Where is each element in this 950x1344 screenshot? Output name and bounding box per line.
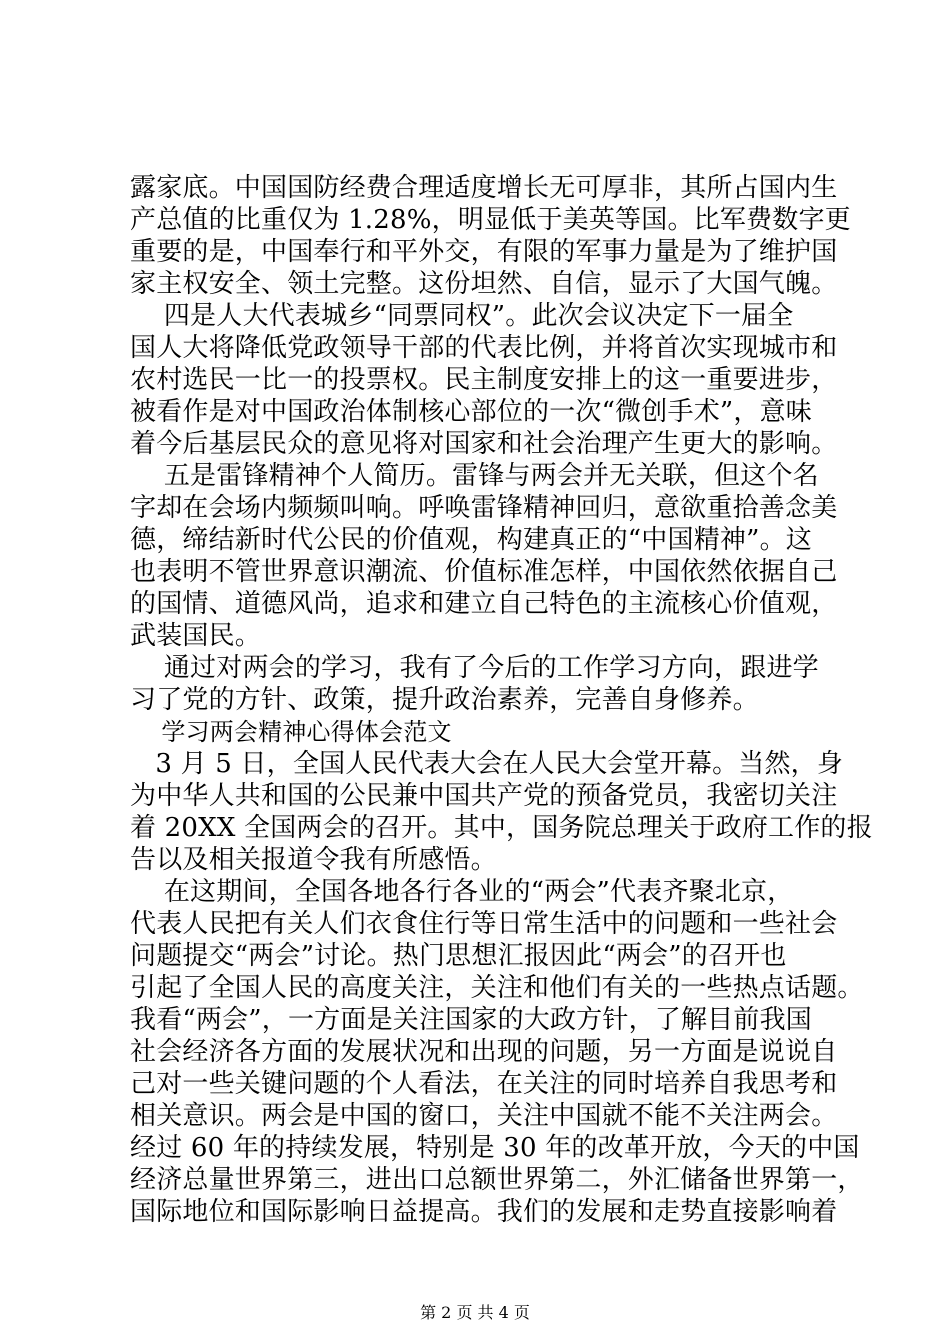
text-line: 经过 60 年的持续发展，特别是 30 年的改革开放，今天的中国 (130, 1133, 860, 1163)
text-line: 武装国民。 (130, 621, 262, 651)
text-line: 在这期间，全国各地各行各业的“两会”代表齐聚北京， (130, 877, 794, 907)
text-line: 农村选民一比一的投票权。民主制度安排上的这一重要进步， (130, 365, 838, 395)
text-line: 重要的是，中国奉行和平外交，有限的军事力量是为了维护国 (130, 237, 838, 267)
text-line: 己对一些关键问题的个人看法，在关注的同时培养自我思考和 (130, 1069, 838, 1099)
text-line: 习了党的方针、政策，提升政治素养，完善自身修养。 (130, 685, 759, 715)
text-line: 的国情、道德风尚，追求和建立自己特色的主流核心价值观， (130, 589, 838, 619)
text-line: 经济总量世界第三，进出口总额世界第二，外汇储备世界第一， (130, 1165, 864, 1195)
text-line: 着 20XX 全国两会的召开。其中，国务院总理关于政府工作的报 (130, 813, 873, 843)
text-line: 引起了全国人民的高度关注，关注和他们有关的一些热点话题。 (130, 973, 864, 1003)
text-line: 露家底。中国国防经费合理适度增长无可厚非，其所占国内生 (130, 173, 838, 203)
text-line: 代表人民把有关人们衣食住行等日常生活中的问题和一些社会 (130, 909, 838, 939)
text-line: 产总值的比重仅为 1.28%，明显低于美英等国。比军费数字更 (130, 205, 851, 235)
section-title: 学习两会精神心得体会范文 (130, 718, 452, 746)
text-line: 四是人大代表城乡“同票同权”。此次会议决定下一届全 (130, 301, 794, 331)
page-footer: 第 2 页 共 4 页 (420, 1303, 530, 1322)
text-line: 相关意识。两会是中国的窗口，关注中国就不能不关注两会。 (130, 1101, 838, 1131)
text-line: 问题提交“两会”讨论。热门思想汇报因此“两会”的召开也 (130, 941, 787, 971)
text-line: 字却在会场内频频叫响。呼唤雷锋精神回归，意欲重拾善念美 (130, 493, 838, 523)
text-line: 国际地位和国际影响日益提高。我们的发展和走势直接影响着 (130, 1197, 838, 1227)
text-line: 五是雷锋精神个人简历。雷锋与两会并无关联，但这个名 (130, 461, 819, 491)
text-line: 被看作是对中国政治体制核心部位的一次“微创手术”，意味 (130, 397, 812, 427)
text-line: 我看“两会”，一方面是关注国家的大政方针，了解目前我国 (130, 1005, 812, 1035)
text-line: 告以及相关报道令我有所感悟。 (130, 845, 497, 875)
document-body (130, 172, 873, 1228)
text-line: 也表明不管世界意识潮流、价值标准怎样，中国依然依据自己 (130, 557, 838, 587)
text-line: 着今后基层民众的意见将对国家和社会治理产生更大的影响。 (130, 429, 838, 459)
text-line: 社会经济各方面的发展状况和出现的问题，另一方面是说说自 (130, 1037, 838, 1067)
text-line: 国人大将降低党政领导干部的代表比例，并将首次实现城市和 (130, 333, 838, 363)
text-line: 通过对两会的学习，我有了今后的工作学习方向，跟进学 (130, 653, 819, 683)
text-line: 德，缔结新时代公民的价值观，构建真正的“中国精神”。这 (130, 525, 812, 555)
text-line: 家主权安全、领土完整。这份坦然、自信，显示了大国气魄。 (130, 269, 838, 299)
text-line: 3 月 5 日，全国人民代表大会在人民大会堂开幕。当然，身 (130, 749, 844, 779)
text-line: 为中华人共和国的公民兼中国共产党的预备党员，我密切关注 (130, 781, 838, 811)
